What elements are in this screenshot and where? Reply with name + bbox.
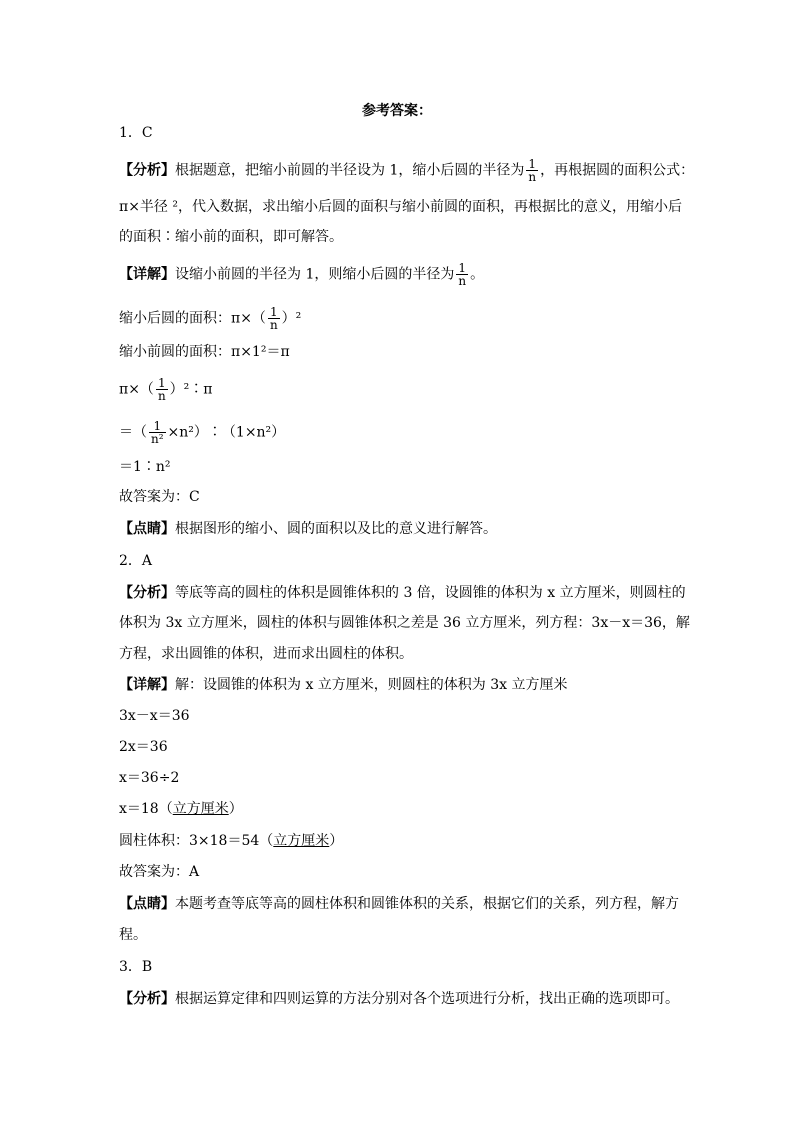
q2-analysis-line-1: 【分析】等底等高的圆柱的体积是圆锥体积的 3 倍，设圆锥的体积为 x 立方厘米，则圆柱的 xyxy=(119,585,686,601)
q2-step-3: x＝36÷2 xyxy=(119,770,180,786)
fraction-1-over-n: $\frac{1}{n}$ xyxy=(528,157,537,184)
fraction-1-over-n: $\frac{1}{n}$ xyxy=(458,261,467,288)
q1-analysis-line-2: π×半径 ²，代入数据，求出缩小后圆的面积与缩小前圆的面积，再根据比的意义，用缩小后 xyxy=(119,199,682,215)
q2-step-5: 圆柱体积：3×18＝54（立方厘米） xyxy=(119,833,344,849)
q1-step-5: ＝1∶n² xyxy=(119,459,171,475)
q2-analysis-tag: 【分析】 xyxy=(119,585,175,601)
q2-review-line-1: 【点睛】本题考查等底等高的圆柱体积和圆锥体积的关系，根据它们的关系，列方程，解方 xyxy=(119,896,679,912)
q2-step-1: 3x－x＝36 xyxy=(119,708,190,724)
fraction-1-over-n: $\frac{1}{n}$ xyxy=(269,305,278,332)
q2-review-line-2: 程。 xyxy=(119,927,147,943)
q3-answer: 3．B xyxy=(119,959,153,975)
page-title: 参考答案： xyxy=(362,103,432,119)
q3-analysis-tag: 【分析】 xyxy=(119,991,175,1007)
q2-conclusion: 故答案为：A xyxy=(119,864,200,880)
q1-detail-line-1: 【详解】设缩小前圆的半径为 1，则缩小后圆的半径为 $\frac{1}{n}$ 。 xyxy=(119,261,485,288)
q1-step-2: 缩小前圆的面积：π×1²＝π xyxy=(119,344,290,360)
q2-step-2: 2x＝36 xyxy=(119,739,168,755)
q1-review: 【点睛】根据图形的缩小、圆的面积以及比的意义进行解答。 xyxy=(119,521,497,537)
q2-detail-tag: 【详解】 xyxy=(119,677,175,693)
q2-review-tag: 【点睛】 xyxy=(119,896,175,912)
q1-review-tag: 【点睛】 xyxy=(119,521,175,537)
q1-step-4: ＝（ $\frac{1}{\text{n²}}$ ×n²）∶（1×n²） xyxy=(119,419,286,446)
q1-conclusion: 故答案为：C xyxy=(119,489,200,505)
q2-step-4: x＝18（立方厘米） xyxy=(119,801,243,817)
q2-detail-line-1: 【详解】解：设圆锥的体积为 x 立方厘米，则圆柱的体积为 3x 立方厘米 xyxy=(119,677,568,693)
q2-analysis-line-2: 体积为 3x 立方厘米，圆柱的体积与圆锥体积之差是 36 立方厘米，列方程：3x－x＝36，解 xyxy=(119,615,690,631)
fraction-1-over-n-squared: $\frac{1}{\text{n²}}$ xyxy=(151,419,164,446)
q2-analysis-line-3: 方程，求出圆锥的体积，进而求出圆柱的体积。 xyxy=(119,646,413,662)
q1-analysis-line-3: 的面积∶缩小前的面积，即可解答。 xyxy=(119,229,343,245)
fraction-1-over-n: $\frac{1}{n}$ xyxy=(157,376,166,403)
q1-analysis-tag: 【分析】 xyxy=(119,162,175,179)
q1-detail-tag: 【详解】 xyxy=(119,266,175,283)
q1-step-3: π×（ $\frac{1}{n}$ ）²∶π xyxy=(119,376,213,403)
q1-analysis-line-1: 【分析】根据题意，把缩小前圆的半径设为 1，缩小后圆的半径为 $\frac{1}{n}$ ，再根据圆的面积公式： xyxy=(119,157,695,184)
q1-answer: 1．C xyxy=(119,125,153,141)
q1-step-1: 缩小后圆的面积：π×（ $\frac{1}{n}$ ）² xyxy=(119,305,302,332)
q2-answer: 2．A xyxy=(119,553,153,569)
q3-analysis-line-1: 【分析】根据运算定律和四则运算的方法分别对各个选项进行分析，找出正确的选项即可。 xyxy=(119,991,679,1007)
